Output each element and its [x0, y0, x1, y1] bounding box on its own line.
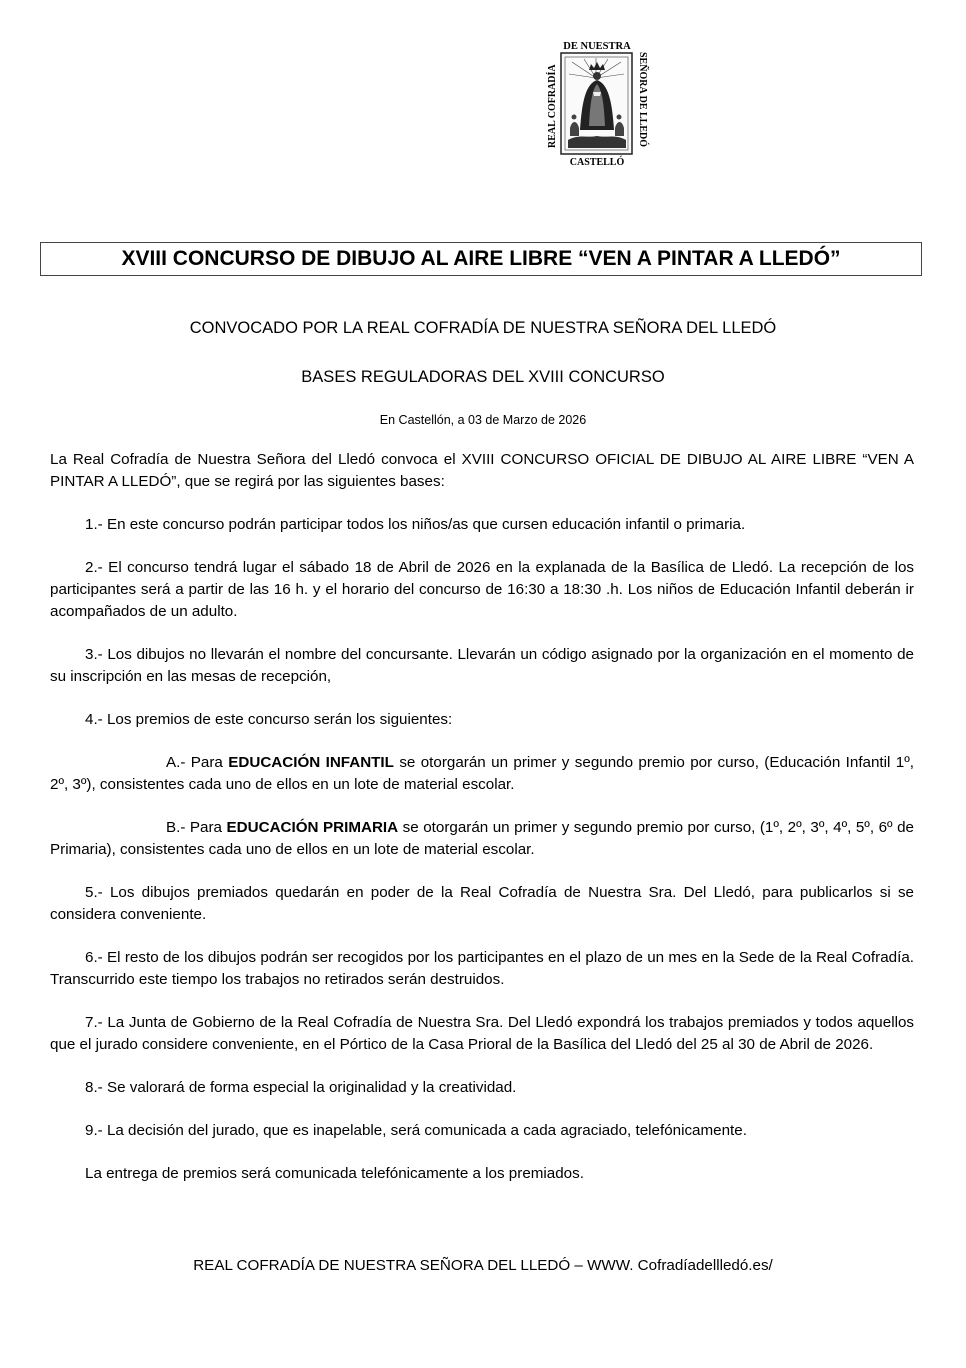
base-9: 9.- La decisión del jurado, que es inapelable, será comunicada a cada agraciado, telefónicamente. [85, 1122, 747, 1139]
logo-top-text: DE NUESTRA [563, 41, 631, 52]
base-4: 4.- Los premios de este concurso serán los siguientes: [85, 711, 453, 728]
contest-title-text: XVIII CONCURSO DE DIBUJO AL AIRE LIBRE “VEN A PINTAR A LLEDÓ” [121, 247, 841, 270]
base-8: 8.- Se valorará de forma especial la originalidad y la creatividad. [85, 1079, 517, 1096]
base-7: 7.- La Junta de Gobierno de la Real Cofradía de Nuestra Sra. Del Lledó expondrá los trabajos premiados y todos aquellos que el jurado considere conveniente, en el Pórtico de la Casa Prioral de la Basílica del Lledó del 25 al 30 de Abril de 2026. [50, 1014, 914, 1053]
subtitle-bases: BASES REGULADORAS DEL XVIII CONCURSO [301, 368, 665, 386]
base-3: 3.- Los dibujos no llevarán el nombre del concursante. Llevarán un código asignado por la organización en el momento de su inscripción en las mesas de recepción, [50, 646, 914, 685]
base-4a-bold: EDUCACIÓN INFANTIL [228, 754, 394, 771]
intro-paragraph: La Real Cofradía de Nuestra Señora del Lledó convoca el XVIII CONCURSO OFICIAL DE DIBUJO AL AIRE LIBRE “VEN A PINTAR A LLEDÓ”, que se regirá por las siguientes bases: [50, 451, 914, 490]
logo-left-text: REAL COFRADÍA [547, 64, 558, 148]
document-body [50, 449, 914, 1206]
base-4a-rest: se otorgarán un primer y segundo premio por curso, (Educación Infantil 1º, 2º, 3º), consistentes cada uno de ellos en un lote de material escolar. [50, 754, 914, 793]
base-4b-rest: se otorgarán un primer y segundo premio por curso, (1º, 2º, 3º, 4º, 5º, 6º de Primaria), consistentes cada uno de ellos en un lote de material escolar. [50, 819, 914, 858]
closing-paragraph: La entrega de premios será comunicada telefónicamente a los premiados. [85, 1165, 584, 1182]
logo-bottom-text: CASTELLÓ [569, 157, 625, 166]
base-4a [50, 752, 914, 796]
logo-right-text: SEÑORA DE LLEDÓ [637, 52, 648, 148]
base-4b-bold: EDUCACIÓN PRIMARIA [226, 819, 399, 836]
base-2: 2.- El concurso tendrá lugar el sábado 18 de Abril de 2026 en la explanada de la Basílica de Lledó. La recepción de los participantes será a partir de las 16 h. y el horario del concurso de 16:30 a 18:30 .h. Los niños de Educación Infantil deberán ir acompañados de un adulto. [50, 559, 914, 620]
base-5: 5.- Los dibujos premiados quedarán en poder de la Real Cofradía de Nuestra Sra. Del Lledó, para publicarlos si se considera conveniente. [50, 884, 914, 923]
base-4b [50, 817, 914, 861]
contest-title [40, 242, 922, 276]
base-1: 1.- En este concurso podrán participar todos los niños/as que cursen educación infantil o primaria. [85, 516, 746, 533]
date-line: En Castellón, a 03 de Marzo de 2026 [379, 413, 587, 427]
cofradia-seal-logo [544, 40, 650, 166]
footer-line: REAL COFRADÍA DE NUESTRA SEÑORA DEL LLEDÓ – WWW. Cofradíadellledó.es/ [193, 1257, 773, 1274]
base-4a-prefix: A.- Para [166, 754, 229, 771]
subtitle-convocado: CONVOCADO POR LA REAL COFRADÍA DE NUESTRA SEÑORA DEL LLEDÓ [189, 319, 777, 337]
base-4b-prefix: B.- Para [166, 819, 227, 836]
base-6: 6.- El resto de los dibujos podrán ser recogidos por los participantes en el plazo de un mes en la Sede de la Real Cofradía. Transcurrido este tiempo los trabajos no retirados serán destruidos. [50, 949, 914, 988]
